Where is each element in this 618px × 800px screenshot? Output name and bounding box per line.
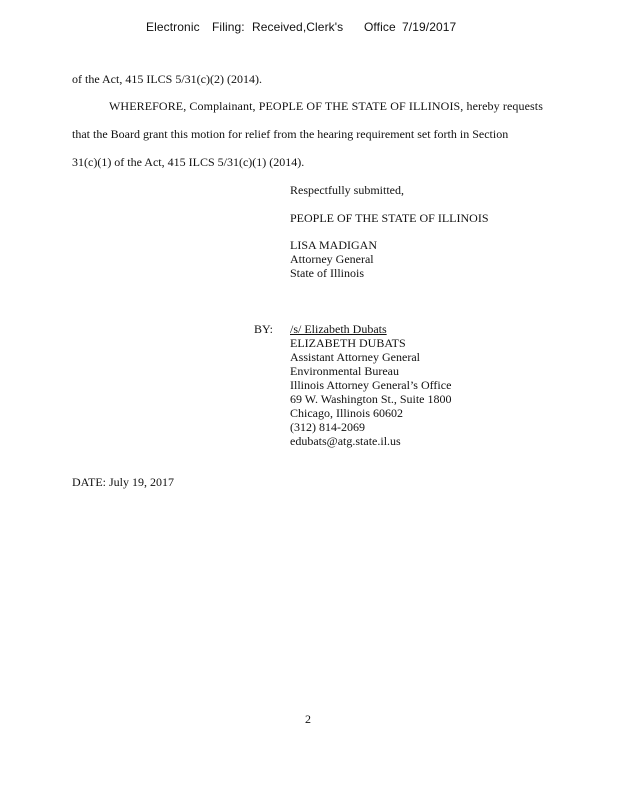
ag-name: LISA MADIGAN xyxy=(290,238,377,252)
signer-phone: (312) 814-2069 xyxy=(290,420,365,434)
body-line-3: that the Board grant this motion for relief from the hearing requirement set forth in Section xyxy=(72,127,509,141)
signer-email: edubats@atg.state.il.us xyxy=(290,434,401,448)
ag-title: Attorney General xyxy=(290,252,374,266)
date-line: DATE: July 19, 2017 xyxy=(72,475,174,489)
stamp-electronic: Electronic xyxy=(146,20,200,34)
page-number: 2 xyxy=(305,712,311,726)
body-line-1: of the Act, 415 ILCS 5/31(c)(2) (2014). xyxy=(72,72,262,86)
signer-name: ELIZABETH DUBATS xyxy=(290,336,406,350)
stamp-date: 7/19/2017 xyxy=(402,20,457,34)
ag-state: State of Illinois xyxy=(290,266,364,280)
signer-block xyxy=(290,322,452,448)
signer-title: Assistant Attorney General xyxy=(290,350,420,364)
signer-street: 69 W. Washington St., Suite 1800 xyxy=(290,392,452,406)
signer-city: Chicago, Illinois 60602 xyxy=(290,406,403,420)
by-label: BY: xyxy=(254,322,273,336)
attorney-general-block xyxy=(290,238,377,280)
signer-bureau: Environmental Bureau xyxy=(290,364,399,378)
stamp-received: Received,Clerk's xyxy=(252,20,344,34)
stamp-filing: Filing: xyxy=(212,20,245,34)
body-line-4: 31(c)(1) of the Act, 415 ILCS 5/31(c)(1) (2014). xyxy=(72,155,305,169)
respectfully-submitted: Respectfully submitted, xyxy=(290,183,404,197)
body-line-2: WHEREFORE, Complainant, PEOPLE OF THE STATE OF ILLINOIS, hereby requests xyxy=(109,99,543,113)
signer-office: Illinois Attorney General’s Office xyxy=(290,378,452,392)
filing-stamp xyxy=(146,20,456,34)
stamp-office: Office xyxy=(364,20,396,34)
party-name: PEOPLE OF THE STATE OF ILLINOIS xyxy=(290,211,489,225)
electronic-signature: /s/ Elizabeth Dubats xyxy=(290,322,387,336)
